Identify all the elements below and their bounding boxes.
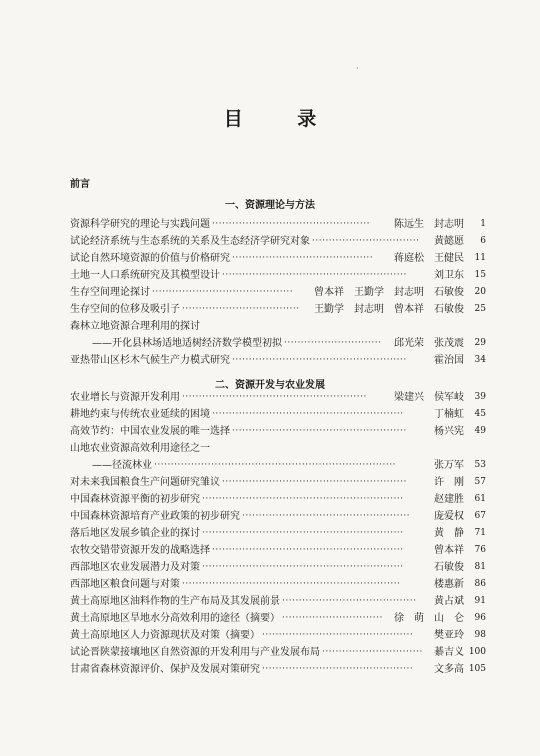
toc-entry-authors: 綦吉义 — [434, 647, 464, 658]
toc-entry-title: 黄土高原地区旱地水分高效利用的途径（摘要） — [70, 613, 280, 624]
toc-leader-dots: ···························································· — [202, 528, 404, 538]
toc-entry[interactable] — [70, 610, 486, 627]
toc-entry[interactable] — [70, 457, 486, 474]
toc-leader-dots: ···························································· — [202, 562, 404, 572]
toc-entry-authors: 陈远生 封志明 — [394, 219, 464, 230]
toc-entry[interactable] — [70, 593, 486, 610]
toc-entry-authors: 王勤学 封志明 曾本祥 石敏俊 — [314, 304, 464, 315]
toc-leader-dots: ······························ — [322, 647, 423, 657]
toc-entry-page: 11 — [474, 253, 486, 263]
toc-leader-dots: ············································· — [262, 664, 414, 674]
toc-leader-dots: ······························ — [282, 613, 383, 623]
toc-entry-authors: 邱光荣 张茂震 — [394, 338, 464, 349]
toc-entry-title: 耕地约束与传统农业延续的困境 — [70, 409, 210, 420]
toc-entry[interactable] — [70, 301, 486, 318]
toc-leader-dots: ································ — [312, 236, 420, 246]
toc-entry-title: 西部地区粮食问题与对策 — [70, 579, 180, 590]
toc-entry-authors: 许 刚 — [434, 477, 464, 488]
toc-entry[interactable] — [70, 525, 486, 542]
toc-entry-page: 71 — [474, 528, 486, 538]
toc-entry-page: 29 — [474, 338, 486, 348]
toc-leader-dots: ·········································· — [232, 253, 374, 263]
toc-leader-dots: ······················································· — [182, 392, 367, 402]
toc-entry-authors: 赵建胜 — [434, 494, 464, 505]
toc-entry-page: 53 — [474, 460, 486, 470]
toc-entry-page: 25 — [474, 304, 486, 314]
toc-entry-authors: 石敏俊 — [434, 562, 464, 573]
toc-entry[interactable] — [70, 284, 486, 301]
toc-entry[interactable] — [70, 559, 486, 576]
toc-entry-page: 100 — [468, 647, 486, 657]
toc-list-section-1 — [70, 216, 486, 369]
toc-entry-authors: 曾本祥 王勤学 封志明 石敏俊 — [314, 287, 464, 298]
toc-entry-page: 61 — [474, 494, 486, 504]
toc-entry-page: 76 — [474, 545, 486, 555]
toc-leader-dots: ·················································· — [242, 511, 411, 521]
toc-entry-authors: 徐 萌 山 仑 — [394, 613, 464, 624]
toc-leader-dots: ························································· — [212, 409, 404, 419]
toc-entry-title: 高效节约：中国农业发展的唯一选择 — [70, 426, 230, 437]
toc-entry-authors: 刘卫东 — [434, 270, 464, 281]
toc-leader-dots: ·········································· — [152, 287, 294, 297]
page-title: 目 录 — [223, 108, 341, 130]
toc-entry-title: 中国森林资源培育产业政策的初步研究 — [70, 511, 240, 522]
toc-entry-page: 98 — [474, 630, 486, 640]
toc-entry-page: 67 — [474, 511, 486, 521]
toc-entry[interactable] — [70, 216, 486, 233]
toc-entry[interactable] — [70, 250, 486, 267]
toc-list-section-2 — [70, 389, 486, 678]
section-heading-2: 二、资源开发与农业发展 — [215, 380, 325, 391]
toc-entry[interactable] — [70, 318, 486, 335]
toc-entry-authors: 杨兴宪 — [434, 426, 464, 437]
toc-entry-page: 1 — [480, 219, 486, 229]
toc-entry[interactable] — [70, 267, 486, 284]
toc-entry[interactable] — [70, 406, 486, 423]
toc-entry-page: 34 — [474, 355, 486, 365]
toc-entry-title: 山地农业资源高效利用途径之一 — [70, 443, 210, 454]
toc-entry[interactable] — [70, 661, 486, 678]
toc-entry-authors: 黄 静 — [434, 528, 464, 539]
toc-entry-authors: 霍治国 — [434, 355, 464, 366]
toc-leader-dots: ···················································· — [232, 426, 407, 436]
toc-entry-page: 96 — [474, 613, 486, 623]
toc-leader-dots: ··············································· — [212, 219, 370, 229]
toc-entry-title: 西部地区农业发展潜力及对策 — [70, 562, 200, 573]
toc-entry-title: 甘肃省森林资源评价、保护及发展对策研究 — [70, 664, 260, 675]
toc-leader-dots: ········································································ — [154, 460, 396, 470]
toc-entry[interactable] — [70, 491, 486, 508]
toc-entry-title: 资源科学研究的理论与实践问题 — [70, 219, 210, 230]
toc-entry-title: 落后地区发展乡镇企业的探讨 — [70, 528, 200, 539]
toc-entry[interactable] — [70, 508, 486, 525]
toc-entry-title: 试论经济系统与生态系统的关系及生态经济学研究对象 — [70, 236, 310, 247]
toc-leader-dots: ······················································· — [222, 270, 407, 280]
toc-entry-title: 生存空间理论探讨 — [70, 287, 150, 298]
toc-entry-title: 试论自然环境资源的价值与价格研究 — [70, 253, 230, 264]
preface-entry[interactable]: 前言 — [70, 179, 90, 190]
toc-leader-dots: ···················································· — [232, 355, 407, 365]
toc-entry-authors: 蒋庭松 王健民 — [394, 253, 464, 264]
toc-leader-dots: ································································· — [182, 579, 401, 589]
toc-entry-title: ——开化县林场适地适树经济数学模型初拟 — [92, 338, 282, 349]
toc-entry-title: 生存空间的位移及吸引子 — [70, 304, 180, 315]
toc-entry-authors: 文多高 — [434, 664, 464, 675]
toc-entry-authors: 丁楠虹 — [434, 409, 464, 420]
toc-entry-title: 农牧交错带资源开发的战略选择 — [70, 545, 210, 556]
toc-entry[interactable] — [70, 233, 486, 250]
toc-leader-dots: ························································· — [212, 545, 404, 555]
toc-entry[interactable] — [70, 440, 486, 457]
toc-entry-title: 中国森林资源平衡的初步研究 — [70, 494, 200, 505]
toc-entry-authors: 樊亚玲 — [434, 630, 464, 641]
toc-entry[interactable] — [70, 644, 486, 661]
toc-entry[interactable] — [70, 474, 486, 491]
toc-entry[interactable] — [70, 576, 486, 593]
toc-entry-page: 81 — [474, 562, 486, 572]
toc-entry-page: 45 — [474, 409, 486, 419]
toc-entry-authors: 黄占斌 — [434, 596, 464, 607]
toc-entry-page: 86 — [474, 579, 486, 589]
toc-entry-page: 6 — [480, 236, 486, 246]
toc-entry-page: 57 — [474, 477, 486, 487]
toc-entry-title: 农业增长与资源开发利用 — [70, 392, 180, 403]
toc-entry-page: 15 — [474, 270, 486, 280]
toc-leader-dots: ······················································· — [222, 477, 407, 487]
toc-entry-title: 土地一人口系统研究及其模型设计 — [70, 270, 220, 281]
toc-entry[interactable] — [70, 423, 486, 440]
scan-mark: · — [356, 64, 359, 73]
toc-entry-page: 39 — [474, 392, 486, 402]
toc-entry-authors: 楼惠新 — [434, 579, 464, 590]
toc-entry-authors: 庞爱权 — [434, 511, 464, 522]
toc-entry-title: 森林立地资源合理利用的探讨 — [70, 321, 200, 332]
toc-leader-dots: ············································· — [262, 630, 414, 640]
section-heading-1: 一、资源理论与方法 — [225, 200, 315, 211]
toc-entry-page: 91 — [474, 596, 486, 606]
toc-entry[interactable] — [70, 542, 486, 559]
toc-leader-dots: ····························· — [284, 338, 382, 348]
toc-entry[interactable] — [70, 389, 486, 406]
toc-entry-authors: 梁建兴 侯军岐 — [394, 392, 464, 403]
toc-entry-authors: 黄懿愿 — [434, 236, 464, 247]
toc-entry-authors: 张万军 — [434, 460, 464, 471]
toc-entry-page: 20 — [474, 287, 486, 297]
toc-entry-title: 试论晋陕蒙接壤地区自然资源的开发利用与产业发展布局 — [70, 647, 320, 658]
toc-leader-dots: ··································· — [182, 304, 300, 314]
toc-entry-page: 105 — [468, 664, 486, 674]
toc-entry-authors: 曾本祥 — [434, 545, 464, 556]
toc-entry[interactable] — [70, 335, 486, 352]
toc-leader-dots: ···························································· — [202, 494, 404, 504]
toc-entry-title: 对未来我国粮食生产问题研究雏议 — [70, 477, 220, 488]
toc-entry-title: 亚热带山区杉木气候生产力模式研究 — [70, 355, 230, 366]
toc-entry-title: 黄土高原地区油料作物的生产布局及其发展前景 — [70, 596, 280, 607]
toc-entry-title: 黄土高原地区人力资源现状及对策（摘要） — [70, 630, 260, 641]
toc-leader-dots: ········································ — [282, 596, 417, 606]
toc-entry-title: ——径流林业 — [92, 460, 152, 471]
toc-entry-page: 49 — [474, 426, 486, 436]
toc-entry[interactable] — [70, 352, 486, 369]
toc-entry[interactable] — [70, 627, 486, 644]
